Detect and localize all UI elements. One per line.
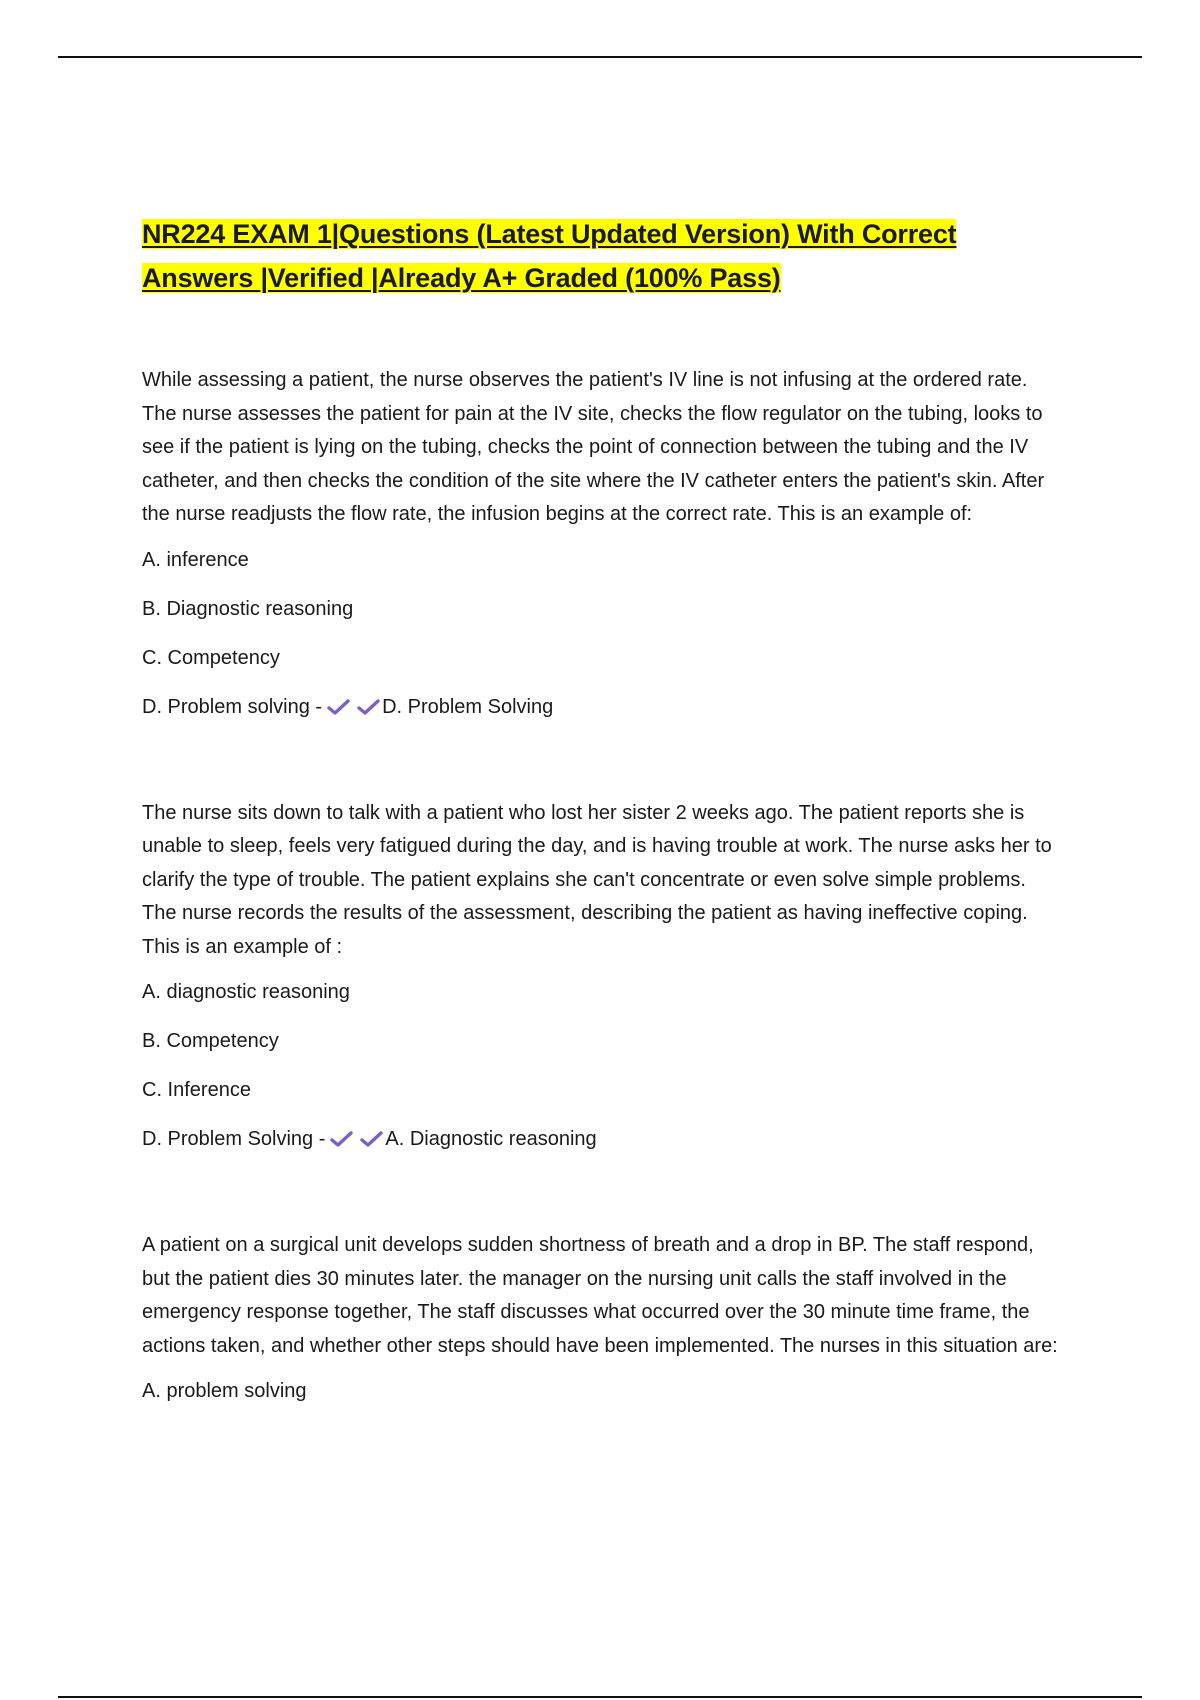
option-d-with-answer: [142, 693, 1062, 721]
check-icon: [356, 697, 382, 717]
correct-answer: D. Problem Solving: [382, 695, 554, 718]
question-1: [142, 364, 1062, 721]
option-c: C. Competency: [142, 646, 280, 669]
option-c: C. Inference: [142, 1079, 251, 1101]
option-b: B. Competency: [142, 1030, 279, 1052]
question-2: [142, 797, 1062, 1154]
check-icon: [329, 1129, 355, 1149]
correct-answer: A. Diagnostic reasoning: [385, 1128, 597, 1150]
option-d: D. Problem solving -: [142, 695, 323, 718]
question-stem: While assessing a patient, the nurse observes the patient's IV line is not infusing at the ordered rate. The nurse assesses the patient for pain at the IV site, checks the flow regulator on the tubing, looks to see if the patient is lying on the tubing, checks the point of connection between the tubing and the IV catheter, and then checks the condition of the site where the IV catheter enters the patient's skin. After the nurse readjusts the flow rate, the infusion begins at the correct rate. This is an example of:: [142, 369, 1045, 525]
document-title: [142, 212, 1062, 300]
option-b: B. Diagnostic reasoning: [142, 597, 354, 620]
option-a: A. inference: [142, 548, 249, 571]
question-stem: The nurse sits down to talk with a patient who lost her sister 2 weeks ago. The patient reports she is unable to sleep, feels very fatigued during the day, and is having trouble at work. The nurse asks her to clarify the type of trouble. The patient explains she can't concentrate or even solve simple problems. The nurse records the results of the assessment, describing the patient as having ineffective coping. This is an example of :: [142, 801, 1052, 958]
top-rule: [58, 56, 1142, 58]
question-stem: A patient on a surgical unit develops sudden shortness of breath and a drop in BP. The staff respond, but the patient dies 30 minutes later. the manager on the nursing unit calls the staff involved in the emergency response together, The staff discusses what occurred over the 30 minute time frame, the actions taken, and whether other steps should have been implemented. The nurses in this situation are:: [142, 1234, 1058, 1357]
option-d: D. Problem Solving -: [142, 1128, 326, 1150]
question-3: [142, 1229, 1062, 1405]
check-icon: [359, 1129, 385, 1149]
check-icon: [326, 697, 352, 717]
option-d-with-answer: [142, 1125, 1062, 1153]
option-a: A. diagnostic reasoning: [142, 981, 350, 1003]
document-title-text: NR224 EXAM 1|Questions (Latest Updated Version) With Correct Answers |Verified |Already A+ Graded (100% Pass): [142, 219, 957, 293]
document-body: [142, 212, 1062, 1481]
option-a: A. problem solving: [142, 1380, 307, 1402]
bottom-rule: [58, 1696, 1142, 1698]
